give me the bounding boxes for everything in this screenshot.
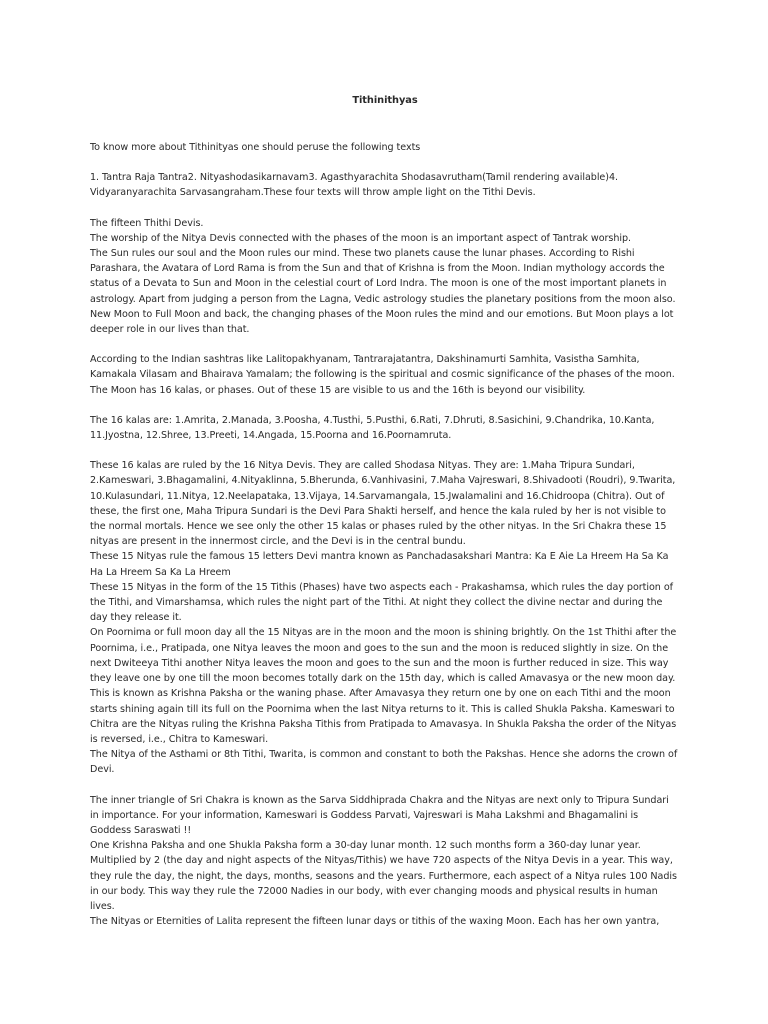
paragraph-gap	[90, 443, 680, 458]
paragraph: One Krishna Paksha and one Shukla Paksha form a 30-day lunar month. 12 such months form a 360-day lunar year. Multiplied by 2 (the day and night aspects of the Nityas/Tithis) we have 720 aspects of the Nitya Devis in a year. This way, they rule the day, the night, the days, months, seasons and the years. Furthermore, each aspect of a Nitya rules 100 Nadis in our body. This way they rule the 72000 Nadies in our body, with ever changing moods and physical results in human lives.	[90, 840, 677, 912]
paragraph-gap	[90, 155, 680, 170]
paragraph: The inner triangle of Sri Chakra is known as the Sarva Siddhiprada Chakra and the Nityas are next only to Tripura Sundari in importance. For your information, Kameswari is Goddess Parvati, Vajreswari is Maha Lakshmi and Bhagamalini is Goddess Saraswati !!	[90, 794, 669, 836]
paragraph: The Nitya of the Asthami or 8th Tithi, Twarita, is common and constant to both the Pakshas. Hence she adorns the crown of Devi.	[90, 749, 678, 776]
paragraph-gap	[90, 337, 680, 352]
paragraph-gap	[90, 398, 680, 413]
document-body	[90, 94, 680, 929]
paragraph: The fifteen Thithi Devis.	[90, 217, 204, 229]
paragraph: To know more about Tithinityas one should peruse the following texts	[90, 142, 421, 153]
paragraph-list	[90, 140, 680, 929]
paragraph: The 16 kalas are: 1.Amrita, 2.Manada, 3.Poosha, 4.Tusthi, 5.Pusthi, 6.Rati, 7.Dhruti, 8.Sasichini, 9.Chandrika, 10.Kanta, 11.Jyostna, 12.Shree, 13.Preeti, 14.Angada, 15.Poorna and 16.Poornamruta.	[90, 414, 655, 442]
paragraph: These 16 kalas are ruled by the 16 Nitya Devis. They are called Shodasa Nityas. They are: 1.Maha Tripura Sundari, 2.Kameswari, 3.Bhagamalini, 4.Nityaklinna, 5.Bherunda, 6.Vanhivasini, 7.Maha Vajreswari, 8.Shivadooti (Roudri), 9.Twarita, 10.Kulasundari, 11.Nitya, 12.Neelapataka, 13.Vijaya, 14.Sarvamangala, 15.Jwalamalini and 16.Chidroopa (Chitra). Out of these, the first one, Maha Tripura Sundari is the Devi Para Shakti herself, and hence the kala ruled by her is not visible to the normal mortals. Hence we see only the other 15 kalas or phases ruled by the other nityas. In the Sri Chakra these 15 nityas are present in the innermost circle, and the Devi is in the central bundu.	[90, 460, 676, 548]
paragraph-gap	[90, 201, 680, 216]
paragraph: According to the Indian sashtras like Lalitopakhyanam, Tantrarajatantra, Dakshinamurti Samhita, Vasistha Samhita, Kamakala Vilasam and Bhairava Yamalam; the following is the spiritual and cosmic significance of the phases of the moon. The Moon has 16 kalas, or phases. Out of these 15 are visible to us and the 16th is beyond our visibility.	[90, 354, 675, 396]
paragraph: On Poornima or full moon day all the 15 Nityas are in the moon and the moon is shining brightly. On the 1st Thithi after the Poornima, i.e., Pratipada, one Nitya leaves the moon and goes to the sun and the moon is reduced slightly in size. On the next Dwiteeya Tithi another Nitya leaves the moon and goes to the sun and the moon is further reduced in size. This way they leave one by one till the moon becomes totally dark on the 15th day, which is called Amavasya or the new moon day. This is known as Krishna Paksha or the waning phase. After Amavasya they return one by one on each Tithi and the moon starts shining again till its full on the Poornima when the last Nitya returns to it. This is called Shukla Paksha. Kameswari to Chitra are the Nityas ruling the Krishna Paksha Tithis from Pratipada to Amavasya. In Shukla Paksha the order of the Nityas is reversed, i.e., Chitra to Kameswari.	[90, 627, 677, 745]
paragraph: The Sun rules our soul and the Moon rules our mind. These two planets cause the lunar phases. According to Rishi Parashara, the Avatara of Lord Rama is from the Sun and that of Krishna is from the Moon. Indian mythology accords the status of a Devata to Sun and Moon in the celestial court of Lord Indra. The moon is one of the most important planets in astrology. Apart from judging a person from the Lagna, Vedic astrology studies the planetary positions from the moon also. New Moon to Full Moon and back, the changing phases of the Moon rules the mind and our emotions. But Moon plays a lot deeper role in our lives than that.	[90, 248, 676, 336]
paragraph-gap	[90, 778, 680, 793]
paragraph: These 15 Nityas in the form of the 15 Tithis (Phases) have two aspects each - Prakashamsa, which rules the day portion of the Tithi, and Vimarshamsa, which rules the night part of the Tithi. At night they collect the divine nectar and during the day they release it.	[90, 581, 673, 624]
paragraph: The worship of the Nitya Devis connected with the phases of the moon is an important aspect of Tantrak worship.	[90, 232, 632, 244]
paragraph: The Nityas or Eternities of Lalita represent the fifteen lunar days or tithis of the waxing Moon. Each has her own yantra,	[90, 916, 660, 928]
paragraph: These 15 Nityas rule the famous 15 letters Devi mantra known as Panchadasakshari Mantra: Ka E Aie La Hreem Ha Sa Ka Ha La Hreem Sa Ka La Hreem	[90, 551, 669, 578]
document-title: Tithinithyas	[352, 95, 418, 106]
paragraph: 1. Tantra Raja Tantra2. Nityashodasikarnavam3. Agasthyarachita Shodasavrutham(Tamil rendering available)4. Vidyaranyarachita Sarvasangraham.These four texts will throw ample light on the Tithi Devis.	[90, 172, 619, 199]
